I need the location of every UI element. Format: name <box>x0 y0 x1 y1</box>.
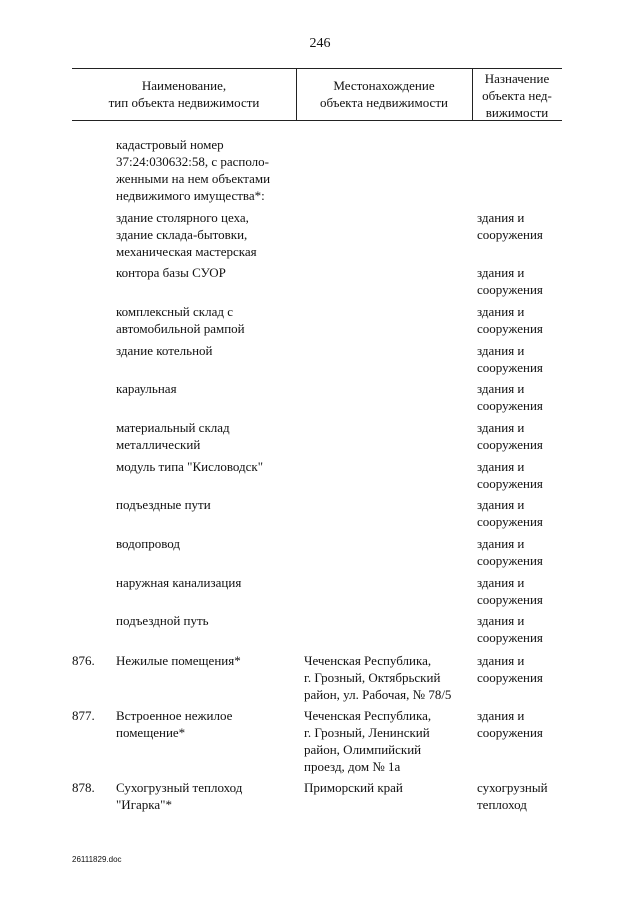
cadastral-line: 37:24:030632:58, с располо- <box>116 154 269 169</box>
header-name-line: тип объекта недвижимости <box>108 95 260 110</box>
header-name-cell <box>72 77 296 111</box>
entry-purpose-line: теплоход <box>477 797 527 812</box>
entry-number: 877. <box>72 708 95 723</box>
sub-item-name-line: модуль типа "Кисловодск" <box>116 459 264 474</box>
entry-location-line: район, ул. Рабочая, № 78/5 <box>304 687 452 702</box>
sub-item-purpose-line: здания и <box>477 265 525 280</box>
header-purpose-line: объекта нед- <box>482 88 552 103</box>
sub-item-purpose-line: сооружения <box>477 476 543 491</box>
entry-location-line: Чеченская Республика, <box>304 708 432 723</box>
cadastral-note <box>116 136 292 204</box>
entry-location-line: район, Олимпийский <box>304 742 422 757</box>
entry-purpose-line: сооружения <box>477 670 543 685</box>
sub-item-purpose-line: сооружения <box>477 553 543 568</box>
sub-item-purpose <box>477 380 587 414</box>
sub-item-purpose-line: здания и <box>477 420 525 435</box>
sub-item-purpose-line: здания и <box>477 613 525 628</box>
sub-item-purpose-line: здания и <box>477 343 525 358</box>
sub-item-purpose-line: сооружения <box>477 282 543 297</box>
sub-item-purpose-line: здания и <box>477 459 525 474</box>
document-footer: 26111829.doc <box>72 855 122 864</box>
sub-item-name <box>116 342 292 359</box>
sub-item-name <box>116 496 292 513</box>
sub-item-name-line: подъездные пути <box>116 497 211 512</box>
sub-item-name <box>116 380 292 397</box>
entry-location-line: проезд, дом № 1а <box>304 759 401 774</box>
sub-item-name-line: водопровод <box>116 536 181 551</box>
sub-item-name <box>116 612 292 629</box>
entry-purpose-line: сооружения <box>477 725 543 740</box>
sub-item-purpose <box>477 535 587 569</box>
entry-purpose-line: здания и <box>477 653 525 668</box>
entry-location <box>304 707 472 775</box>
sub-item-purpose-line: сооружения <box>477 592 543 607</box>
page-number: 246 <box>309 36 331 51</box>
header-purpose-line: Назначение <box>484 71 550 86</box>
header-location-line: Местонахождение <box>333 78 435 93</box>
sub-item-name <box>116 535 292 552</box>
entry-location <box>304 652 472 703</box>
header-top-rule <box>72 68 562 69</box>
header-purpose-line: вижимости <box>485 105 549 120</box>
header-location-cell <box>296 77 472 111</box>
sub-item-name-line: металлический <box>116 437 201 452</box>
sub-item-name-line: механическая мастерская <box>116 244 257 259</box>
entry-purpose <box>477 652 587 686</box>
sub-item-name-line: контора базы СУОР <box>116 265 226 280</box>
sub-item-name-line: здание столярного цеха, <box>116 210 249 225</box>
entry-name <box>116 707 292 741</box>
sub-item-purpose-line: сооружения <box>477 514 543 529</box>
cadastral-line: недвижимого имущества*: <box>116 188 265 203</box>
entry-number: 878. <box>72 780 95 795</box>
entry-name-line: Нежилые помещения* <box>116 653 241 668</box>
sub-item-purpose <box>477 303 587 337</box>
entry-location-line: Чеченская Республика, <box>304 653 432 668</box>
entry-purpose <box>477 707 587 741</box>
sub-item-name-line: автомобильной рампой <box>116 321 245 336</box>
sub-item-name <box>116 419 292 453</box>
sub-item-name <box>116 264 292 281</box>
sub-item-name-line: здание котельной <box>116 343 213 358</box>
cadastral-line: женными на нем объектами <box>116 171 271 186</box>
header-purpose-cell <box>472 70 562 121</box>
sub-item-name <box>116 574 292 591</box>
entry-purpose <box>477 779 587 813</box>
sub-item-purpose <box>477 264 587 298</box>
entry-location-line: г. Грозный, Ленинский <box>304 725 430 740</box>
entry-purpose-line: сухогрузный <box>477 780 548 795</box>
entry-name-line: "Игарка"* <box>116 797 172 812</box>
entry-name-line: Сухогрузный теплоход <box>116 780 243 795</box>
sub-item-purpose <box>477 496 587 530</box>
entry-name-line: Встроенное нежилое <box>116 708 233 723</box>
sub-item-name <box>116 209 292 260</box>
header-location-line: объекта недвижимости <box>320 95 448 110</box>
sub-item-name-line: наружная канализация <box>116 575 242 590</box>
sub-item-purpose-line: здания и <box>477 536 525 551</box>
entry-number: 876. <box>72 653 95 668</box>
entry-location-line: г. Грозный, Октябрьский <box>304 670 441 685</box>
header-name-line: Наименование, <box>141 78 227 93</box>
sub-item-purpose <box>477 574 587 608</box>
entry-location <box>304 779 472 796</box>
sub-item-purpose <box>477 342 587 376</box>
sub-item-purpose-line: здания и <box>477 497 525 512</box>
cadastral-line: кадастровый номер <box>116 137 224 152</box>
sub-item-purpose-line: сооружения <box>477 321 543 336</box>
sub-item-purpose-line: здания и <box>477 381 525 396</box>
sub-item-purpose <box>477 419 587 453</box>
sub-item-name <box>116 458 292 475</box>
sub-item-name-line: материальный склад <box>116 420 230 435</box>
sub-item-purpose <box>477 209 587 243</box>
entry-location-line: Приморский край <box>304 780 403 795</box>
sub-item-purpose-line: сооружения <box>477 360 543 375</box>
entry-name-line: помещение* <box>116 725 186 740</box>
sub-item-purpose-line: сооружения <box>477 398 543 413</box>
entry-name <box>116 652 292 669</box>
sub-item-name <box>116 303 292 337</box>
sub-item-purpose <box>477 458 587 492</box>
sub-item-purpose-line: сооружения <box>477 437 543 452</box>
sub-item-name-line: здание склада-бытовки, <box>116 227 248 242</box>
sub-item-purpose <box>477 612 587 646</box>
entry-name <box>116 779 292 813</box>
sub-item-name-line: подъездной путь <box>116 613 209 628</box>
sub-item-purpose-line: здания и <box>477 304 525 319</box>
sub-item-name-line: караульная <box>116 381 177 396</box>
sub-item-purpose-line: здания и <box>477 210 525 225</box>
sub-item-purpose-line: здания и <box>477 575 525 590</box>
sub-item-purpose-line: сооружения <box>477 227 543 242</box>
sub-item-purpose-line: сооружения <box>477 630 543 645</box>
sub-item-name-line: комплексный склад с <box>116 304 233 319</box>
entry-purpose-line: здания и <box>477 708 525 723</box>
